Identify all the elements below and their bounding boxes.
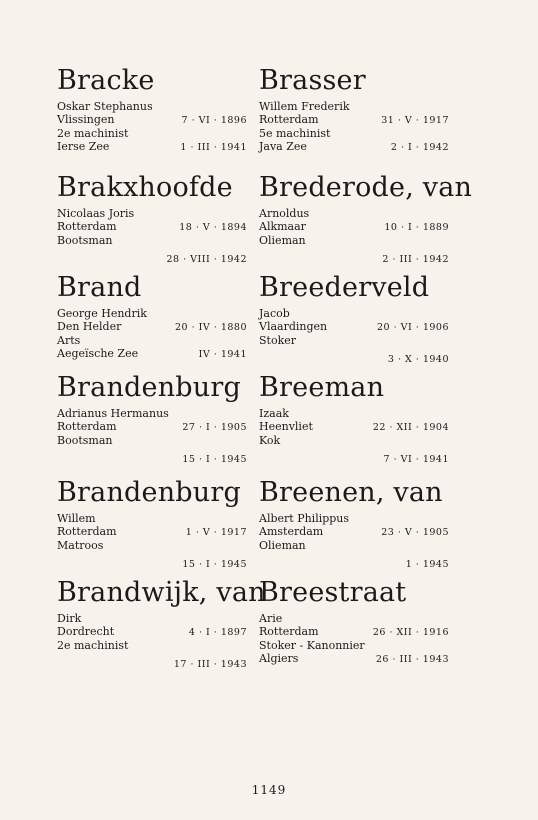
first-names: Willem [57,512,96,525]
death-row [57,347,247,361]
birth-place: Rotterdam [259,113,319,126]
birth-place: Vlaardingen [259,320,328,333]
death-row [259,253,449,266]
birth-date: 7 · VI · 1896 [181,115,247,126]
rank: Bootsman [57,234,113,247]
first-names: Oskar Stephanus [57,100,153,113]
death-date: 1 · III · 1941 [180,142,247,153]
death-row [57,253,247,266]
birth-row [57,220,247,234]
rank: Stoker [259,334,297,347]
birth-date: 23 · V · 1905 [381,527,449,538]
memorial-entry [57,273,247,361]
first-names: Dirk [57,612,82,625]
memorial-entry [57,577,266,671]
birth-row [57,420,247,434]
surname-heading: Brandenburg [57,477,241,508]
rank: Bootsman [57,434,113,447]
birth-place: Amsterdam [259,525,324,538]
rank: Olieman [259,539,306,552]
rank: Olieman [259,234,306,247]
rank: Matroos [57,539,104,552]
first-names: George Hendrik [57,307,147,320]
surname-heading: Breenen, van [259,477,443,508]
surname-heading: Breederveld [259,272,430,303]
birth-date: 31 · V · 1917 [381,115,449,126]
memorial-entry [259,273,449,366]
rank: 2e machinist [57,127,129,140]
death-row [57,140,247,154]
birth-place: Vlissingen [57,113,115,126]
memorial-entry [57,373,247,466]
first-names: Willem Frederik [259,100,350,113]
death-row [259,558,449,571]
birth-row [57,113,247,127]
birth-date: 26 · XII · 1916 [372,627,449,638]
birth-date: 22 · XII · 1904 [372,422,449,433]
rank: Kok [259,434,281,447]
birth-place: Rotterdam [57,220,117,233]
death-date: 7 · VI · 1941 [383,454,449,465]
memorial-entry [259,172,473,266]
death-date: IV · 1941 [198,349,247,360]
memorial-entry [57,478,247,571]
birth-row [259,525,449,539]
birth-place: Rotterdam [57,525,117,538]
death-row [259,652,449,666]
birth-place: Dordrecht [57,625,115,638]
death-row [259,453,449,466]
birth-date: 18 · V · 1894 [179,222,247,233]
death-date: 28 · VIII · 1942 [166,254,247,265]
first-names: Jacob [259,307,290,320]
death-date: 2 · I · 1942 [390,142,449,153]
memorial-entry [57,66,247,154]
surname-heading: Brakxhoofde [57,172,233,203]
memorial-entry [259,66,449,154]
surname-heading: Breeman [259,372,385,403]
death-row [57,453,247,466]
birth-row [259,625,449,639]
birth-date: 27 · I · 1905 [182,422,247,433]
page-number: 1149 [251,783,287,797]
first-names: Nicolaas Joris [57,207,135,220]
birth-row [259,113,449,127]
rank: 2e machinist [57,639,129,652]
death-place: Java Zee [259,140,307,153]
birth-place: Den Helder [57,320,122,333]
birth-place: Alkmaar [259,220,306,233]
birth-place: Heenvliet [259,420,313,433]
surname-heading: Brandenburg [57,372,241,403]
surname-heading: Brand [57,272,142,303]
birth-date: 4 · I · 1897 [188,627,247,638]
birth-date: 10 · I · 1889 [384,222,449,233]
death-place: Ierse Zee [57,140,110,153]
death-row [57,658,247,671]
memorial-entry [259,478,449,571]
death-place: Algiers [259,652,299,665]
death-date: 3 · X · 1940 [387,354,449,365]
first-names: Adrianus Hermanus [57,407,169,420]
first-names: Arie [259,612,283,625]
birth-row [259,220,449,234]
death-date: 26 · III · 1943 [375,654,449,665]
first-names: Arnoldus [259,207,310,220]
death-date: 15 · I · 1945 [182,454,247,465]
birth-row [57,625,247,639]
rank: Arts [57,334,81,347]
surname-heading: Breestraat [259,577,407,608]
rank: 5e machinist [259,127,331,140]
surname-heading: Bracke [57,65,155,96]
birth-place: Rotterdam [259,625,319,638]
birth-date: 20 · IV · 1880 [175,322,247,333]
surname-heading: Brandwijk, van [57,577,266,608]
birth-row [259,420,449,434]
birth-date: 20 · VI · 1906 [377,322,449,333]
memorial-entry [259,373,449,466]
birth-row [57,320,247,334]
death-date: 15 · I · 1945 [182,559,247,570]
birth-date: 1 · V · 1917 [185,527,247,538]
birth-row [57,525,247,539]
first-names: Izaak [259,407,289,420]
death-date: 1 · 1945 [405,559,449,570]
death-place: Aegeïsche Zee [57,347,139,360]
rank: Stoker - Kanonnier [259,639,365,652]
birth-place: Rotterdam [57,420,117,433]
birth-row [259,320,449,334]
death-date: 2 · III · 1942 [382,254,449,265]
surname-heading: Brasser [259,65,366,96]
first-names: Albert Philippus [259,512,350,525]
death-row [259,353,449,366]
death-row [57,558,247,571]
memorial-entry [57,173,247,266]
death-date: 17 · III · 1943 [173,659,247,670]
death-row [259,140,449,154]
memorial-entry [259,578,449,666]
surname-heading: Brederode, van [259,172,473,203]
